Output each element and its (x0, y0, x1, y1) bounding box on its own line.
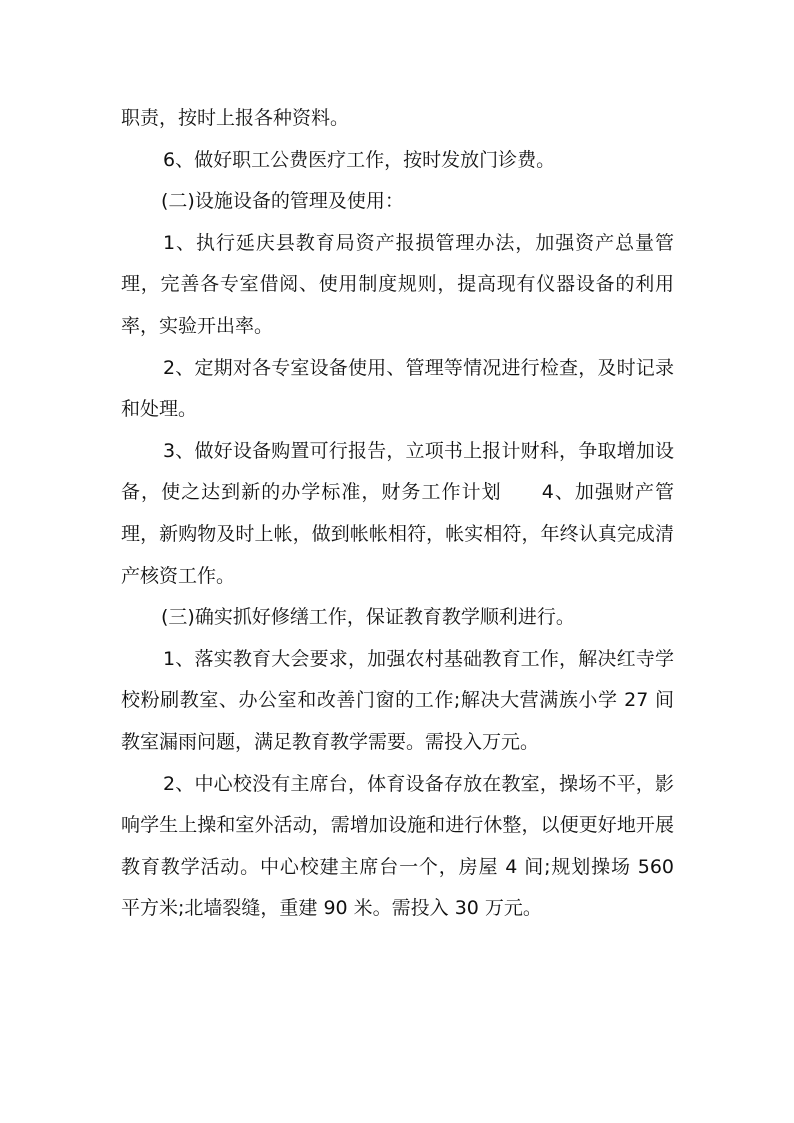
paragraph-facilities-item-2: 2、定期对各专室设备使用、管理等情况进行检查，及时记录和处理。 (121, 356, 674, 421)
paragraph-facilities-item-1: 1、执行延庆县教育局资产报损管理办法，加强资产总量管理，完善各专室借阅、使用制度规则，提高现有仪器设备的利用率，实验开出率。 (121, 231, 674, 337)
paragraph-continuation: 职责，按时上报各种资料。 (121, 107, 350, 129)
document-body (121, 98, 674, 930)
paragraph-facilities-item-3: 3、做好设备购置可行报告，立项书上报计财科，争取增加设备，使之达到新的办学标准，财务工作计划 4、加强财产管理，新购物及时上帐，做到帐帐相符，帐实相符，年终认真完成清产核资工作。 (121, 439, 674, 587)
paragraph-repairs-item-2: 2、中心校没有主席台，体育设备存放在教室，操场不平，影响学生上操和室外活动，需增加设施和进行休整，以便更好地开展教育教学活动。中心校建主席台一个，房屋 4 间;规划操场 560 平方米;北墙裂缝，重建 90 米。需投入 30 万元。 (121, 772, 674, 920)
paragraph-repairs-item-1: 1、落实教育大会要求，加强农村基础教育工作，解决红寺学校粉刷教室、办公室和改善门窗的工作;解决大营满族小学 27 间教室漏雨问题，满足教育教学需要。需投入万元。 (121, 647, 674, 753)
section-heading-facilities: (二)设施设备的管理及使用： (161, 190, 404, 213)
paragraph-item-6: 6、做好职工公费医疗工作，按时发放门诊费。 (163, 148, 556, 171)
section-heading-repairs: (三)确实抓好修缮工作，保证教育教学顺利进行。 (161, 606, 575, 629)
